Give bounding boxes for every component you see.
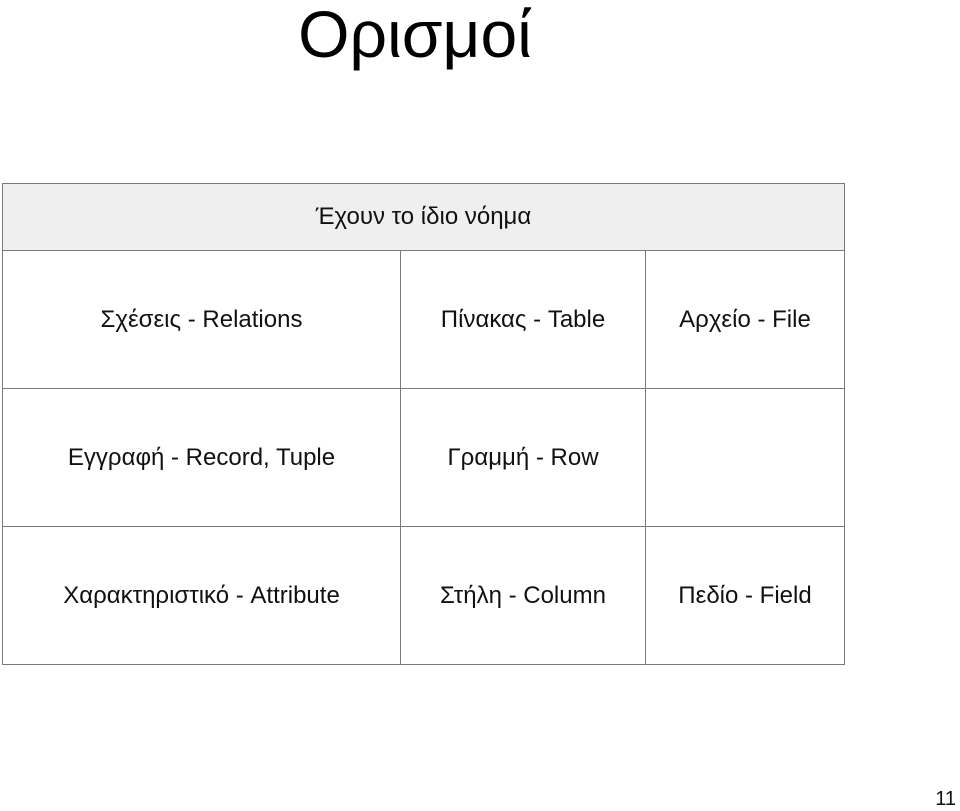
slide-title: Ορισμοί — [298, 0, 532, 71]
table-cell: Σχέσεις - Relations — [3, 251, 401, 389]
table-header-cell: Έχουν το ίδιο νόημα — [3, 184, 845, 251]
table-cell: Γραμμή - Row — [401, 389, 646, 527]
table-cell: Αρχείο - File — [646, 251, 845, 389]
table-cell: Πίνακας - Table — [401, 251, 646, 389]
table-cell-empty — [646, 389, 845, 527]
table-cell: Πεδίο - Field — [646, 527, 845, 665]
table-cell: Εγγραφή - Record, Tuple — [3, 389, 401, 527]
page-number: 11 — [935, 788, 956, 810]
table-row — [3, 251, 845, 389]
table-cell: Χαρακτηριστικό - Attribute — [3, 527, 401, 665]
terms-table — [2, 183, 845, 665]
table-row — [3, 389, 845, 527]
table-cell: Στήλη - Column — [401, 527, 646, 665]
table-header-row — [3, 184, 845, 251]
table-row — [3, 527, 845, 665]
